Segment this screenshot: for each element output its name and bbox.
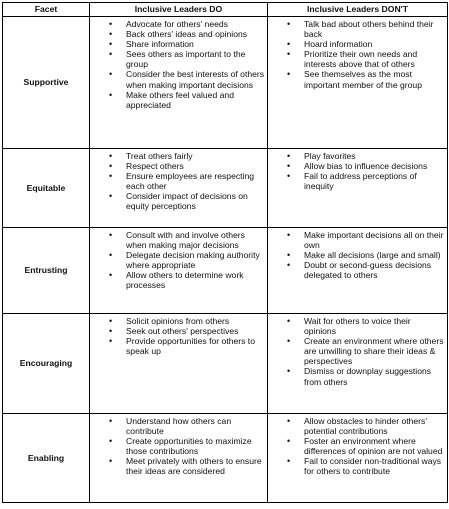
list-item: • Doubt or second-guess decisions delegated to others	[268, 260, 445, 280]
list-item: • Fail to address perceptions of inequity	[268, 171, 445, 191]
list-item: • Sees others as important to the group	[90, 49, 265, 69]
list-item: • Make others feel valued and appreciated	[90, 90, 265, 110]
do-cell	[90, 414, 268, 503]
dont-cell	[268, 149, 448, 228]
list-item: • Allow others to determine work processes	[90, 270, 265, 290]
header-dont: Inclusive Leaders DON'T	[268, 3, 448, 17]
facet-cell: Entrusting	[3, 228, 90, 314]
table-row	[3, 228, 448, 314]
do-cell	[90, 314, 268, 414]
dont-list	[268, 149, 447, 192]
list-item: • Create an environment where others are unwilling to share their ideas & perspectives	[268, 336, 445, 366]
list-item: • Seek out others' perspectives	[90, 326, 265, 336]
list-item: • Foster an environment where differences of opinion are not valued	[268, 436, 445, 456]
do-cell	[90, 149, 268, 228]
list-item: • Fail to consider non-traditional ways for others to contribute	[268, 456, 445, 476]
table-row	[3, 314, 448, 414]
dont-list	[268, 17, 447, 91]
list-item: • Ensure employees are respecting each other	[90, 171, 265, 191]
dont-cell	[268, 228, 448, 314]
do-list	[90, 314, 267, 357]
list-item: • Dismiss or downplay suggestions from others	[268, 366, 445, 386]
header-facet: Facet	[3, 3, 90, 17]
list-item: • Allow obstacles to hinder others' potential contributions	[268, 416, 445, 436]
do-cell	[90, 228, 268, 314]
list-item: • Share information	[90, 39, 265, 49]
list-item: • Solicit opinions from others	[90, 316, 265, 326]
dont-list	[268, 414, 447, 478]
list-item: • Consider the best interests of others when making important decisions	[90, 69, 265, 89]
list-item: • Treat others fairly	[90, 151, 265, 161]
list-item: • Make important decisions all on their own	[268, 230, 445, 250]
inclusive-leaders-table	[2, 2, 448, 503]
list-item: • Delegate decision making authority where appropriate	[90, 250, 265, 270]
facet-cell: Equitable	[3, 149, 90, 228]
do-cell	[90, 17, 268, 149]
list-item: • Make all decisions (large and small)	[268, 250, 445, 260]
header-row	[3, 3, 448, 17]
do-list	[90, 414, 267, 478]
list-item: • Create opportunities to maximize those contributions	[90, 436, 265, 456]
list-item: • Talk bad about others behind their back	[268, 19, 445, 39]
do-list	[90, 149, 267, 213]
dont-cell	[268, 17, 448, 149]
dont-cell	[268, 314, 448, 414]
table-row	[3, 414, 448, 503]
list-item: • Consult with and involve others when making major decisions	[90, 230, 265, 250]
list-item: • Allow bias to influence decisions	[268, 161, 445, 171]
list-item: • Provide opportunities for others to speak up	[90, 336, 265, 356]
list-item: • Consider impact of decisions on equity perceptions	[90, 191, 265, 211]
facet-cell: Encouraging	[3, 314, 90, 414]
list-item: • Back others' ideas and opinions	[90, 29, 265, 39]
list-item: • Advocate for others' needs	[90, 19, 265, 29]
do-list	[90, 228, 267, 292]
header-do: Inclusive Leaders DO	[90, 3, 268, 17]
list-item: • Meet privately with others to ensure their ideas are considered	[90, 456, 265, 476]
facet-cell: Supportive	[3, 17, 90, 149]
list-item: • Play favorites	[268, 151, 445, 161]
table-row	[3, 149, 448, 228]
dont-list	[268, 228, 447, 281]
list-item: • Understand how others can contribute	[90, 416, 265, 436]
list-item: • Hoard information	[268, 39, 445, 49]
list-item: • Wait for others to voice their opinions	[268, 316, 445, 336]
dont-cell	[268, 414, 448, 503]
table-row	[3, 17, 448, 149]
list-item: • Prioritize their own needs and interests above that of others	[268, 49, 445, 69]
do-list	[90, 17, 267, 111]
list-item: • See themselves as the most important member of the group	[268, 69, 445, 89]
dont-list	[268, 314, 447, 388]
list-item: • Respect others	[90, 161, 265, 171]
facet-cell: Enabling	[3, 414, 90, 503]
document-page	[2, 2, 448, 503]
